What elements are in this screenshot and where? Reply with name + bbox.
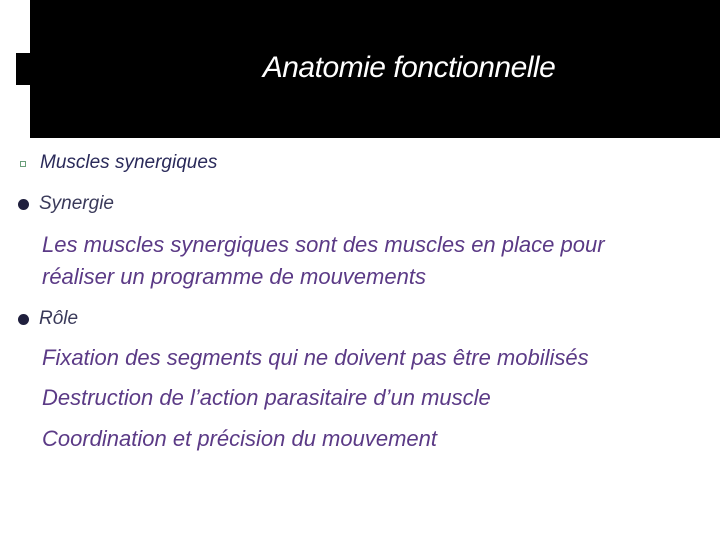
body-line: Fixation des segments qui ne doivent pas être mobilisés [42, 345, 589, 370]
square-bullet-icon [20, 161, 26, 167]
title-accent-block [16, 53, 30, 85]
subtitle-row [20, 151, 217, 175]
slide-title: Anatomie fonctionnelle [262, 51, 556, 84]
section-heading-synergie [18, 192, 114, 216]
body-line: Coordination et précision du mouvement [42, 426, 438, 451]
subtitle: Muscles synergiques [40, 152, 218, 173]
section-heading-label: Synergie [39, 193, 114, 214]
section-heading-label: Rôle [39, 308, 79, 329]
round-bullet-icon [18, 199, 29, 210]
body-line: Destruction de l’action parasitaire d’un muscle [42, 385, 491, 410]
body-line: réaliser un programme de mouvements [42, 264, 426, 289]
section-heading-role [18, 307, 78, 331]
round-bullet-icon [18, 314, 29, 325]
body-line: Les muscles synergiques sont des muscles en place pour [42, 232, 605, 257]
